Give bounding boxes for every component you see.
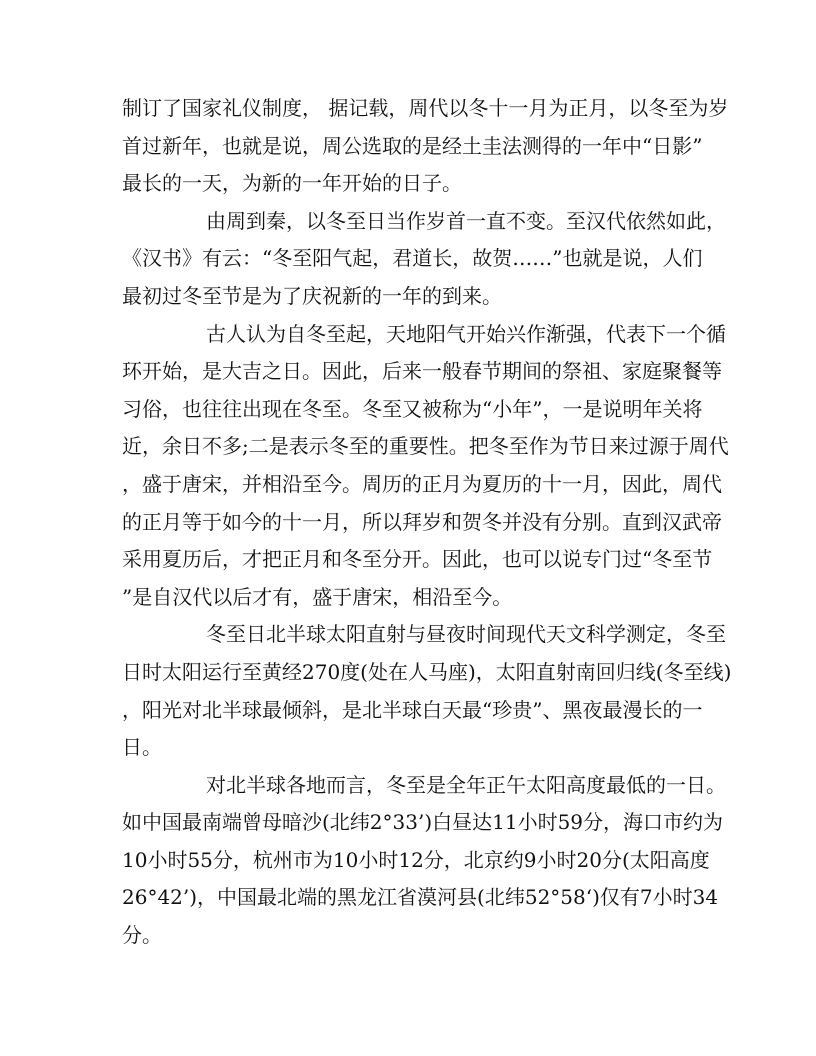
text-line: 《汉书》有云：“冬至阳气起，君道长，故贺……”也就是说，人们 [122, 246, 703, 271]
text-line: 日时太阳运行至黄经270度(处在人马座)，太阳直射南回归线(冬至线) [122, 659, 732, 684]
text-line: 最初过冬至节是为了庆祝新的一年的到来。 [122, 283, 502, 308]
text-line: 分。 [122, 923, 162, 948]
text-line: 26°42’)，中国最北端的黑龙江省漠河县(北纬52°58‘)仅有7小时34 [122, 885, 719, 910]
paragraph-3 [122, 316, 729, 617]
text-line: 最长的一天，为新的一年开始的日子。 [122, 171, 462, 196]
text-line: 近，余日不多;二是表示冬至的重要性。把冬至作为节日来过源于周代 [122, 434, 729, 459]
paragraph-5 [122, 767, 726, 955]
text-line: 古人认为自冬至起，天地阳气开始兴作渐强，代表下一个循 [206, 321, 726, 346]
text-line: ，盛于唐宋，并相沿至今。周历的正月为夏历的十一月，因此，周代 [122, 471, 722, 496]
text-line: 冬至日北半球太阳直射与昼夜时间现代天文科学测定，冬至 [206, 622, 726, 647]
text-line: 日。 [122, 735, 162, 760]
paragraph-2 [122, 203, 726, 316]
text-line: 10小时55分，杭州市为10小时12分，北京约9小时20分(太阳高度 [122, 847, 710, 872]
text-line: 的正月等于如今的十一月，所以拜岁和贺冬并没有分别。直到汉武帝 [122, 509, 722, 534]
text-line: 采用夏历后，才把正月和冬至分开。因此，也可以说专门过“冬至节 [122, 547, 713, 572]
document-body [122, 90, 732, 955]
paragraph-1 [122, 90, 729, 203]
text-line: 由周到秦，以冬至日当作岁首一直不变。至汉代依然如此， [206, 208, 726, 233]
text-line: 环开始，是大吉之日。因此，后来一般春节期间的祭祖、家庭聚餐等 [122, 359, 722, 384]
text-line: 习俗，也往往出现在冬至。冬至又被称为“小年”，一是说明年关将 [122, 396, 703, 421]
text-line: 如中国最南端曾母暗沙(北纬2°33’)白昼达11小时59分，海口市约为 [122, 810, 724, 835]
text-line: 首过新年，也就是说，周公选取的是经土圭法测得的一年中“日影” [122, 133, 703, 158]
text-line: 对北半球各地而言，冬至是全年正午太阳高度最低的一日。 [206, 772, 726, 797]
paragraph-4 [122, 616, 732, 766]
text-line: 制订了国家礼仪制度， 据记载，周代以冬十一月为正月，以冬至为岁 [122, 96, 729, 120]
text-line: ，阳光对北半球最倾斜，是北半球白天最“珍贵”、黑夜最漫长的一 [122, 697, 703, 722]
text-line: ”是自汉代以后才有，盛于唐宋，相沿至今。 [122, 584, 513, 609]
